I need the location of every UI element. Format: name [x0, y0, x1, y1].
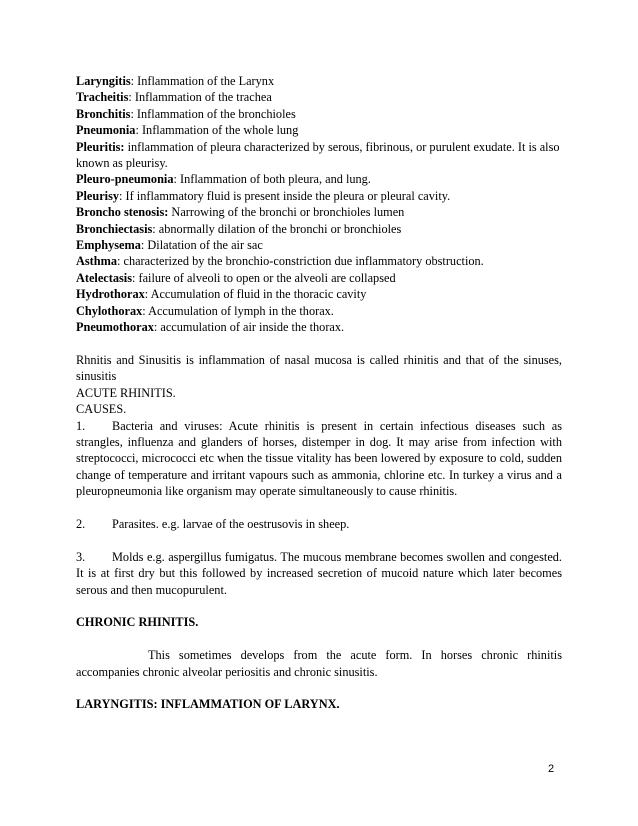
definitions-list [76, 73, 562, 336]
definition-term: Emphysema [76, 238, 141, 253]
definition-text: inflammation of pleura characterized by serous, fibrinous, or purulent exudate. It is also known as pleurisy. [76, 139, 560, 171]
definition-term: Pneumonia [76, 123, 136, 138]
definition-term: Pleurisy [76, 188, 120, 203]
definition-separator: : [132, 270, 136, 285]
chronic-rhinitis-text: This sometimes develops from the acute form. In horses chronic rhinitis accompanies chronic alveolar periositis and chronic sinusitis. [76, 648, 562, 679]
chronic-rhinitis-heading: CHRONIC RHINITIS. [76, 615, 199, 630]
definition-item [76, 204, 562, 220]
definition-term: Chylothorax [76, 303, 143, 318]
definition-text: Inflammation of the whole lung [138, 123, 299, 138]
definition-text: If inflammatory fluid is present inside the pleura or pleural cavity. [122, 188, 451, 203]
document-body [76, 73, 562, 713]
definition-term: Asthma [76, 254, 117, 269]
definition-item [76, 122, 562, 138]
definition-text: Inflammation of the Larynx [134, 74, 275, 88]
definition-separator: : [135, 123, 139, 138]
definition-term: Laryngitis [76, 74, 131, 88]
definition-separator: : [153, 320, 158, 335]
definition-text: Accumulation of lymph in the thorax. [145, 303, 334, 318]
definition-separator: : [128, 90, 132, 105]
cause-number: 3. [76, 549, 86, 564]
definition-item [76, 139, 562, 172]
definition-item [76, 221, 562, 237]
definition-text: Inflammation of both pleura, and lung. [176, 172, 371, 187]
definition-item [76, 73, 562, 89]
definition-separator: : [142, 303, 146, 318]
definition-text: Narrowing of the bronchi or bronchioles lumen [168, 205, 405, 220]
definition-separator: : [173, 172, 177, 187]
definition-text: Accumulation of fluid in the thoracic cavity [148, 287, 367, 302]
definition-text: Dilatation of the air sac [144, 238, 263, 253]
definition-text: failure of alveoli to open or the alveoli are collapsed [135, 270, 396, 285]
causes-heading: CAUSES. [76, 402, 127, 417]
definition-term: Bronchitis [76, 106, 131, 121]
definition-separator: : [130, 74, 135, 88]
cause-text: Parasites. e.g. larvae of the oestrusovis in sheep. [112, 516, 350, 531]
page-number: 2 [548, 763, 555, 775]
definition-term: Pneumothorax [76, 320, 154, 335]
definition-separator: : [144, 287, 149, 302]
laryngitis-heading: LARYNGITIS: INFLAMMATION OF LARYNX. [76, 697, 340, 712]
definition-item [76, 303, 562, 319]
definition-item [76, 286, 562, 302]
definition-term: Hydrothorax [76, 287, 145, 302]
cause-item [76, 549, 562, 598]
definition-term: Atelectasis [76, 270, 132, 285]
chronic-rhinitis-paragraph [76, 647, 562, 680]
acute-rhinitis-heading: ACUTE RHINITIS. [76, 385, 176, 400]
definition-item [76, 106, 562, 122]
cause-text: Bacteria and viruses: Acute rhinitis is present in certain infectious diseases such as strangles, influenza and glanders of horses, distemper in dog. It may arise from infection with streptococci, micrococci etc when the tissue vitality has been lowered by exposure to cold, sudden change of temperature and irritant vapours such as ammonia, chlorine etc. In turkey a virus and a pleuropneumonia like organism may operate simultaneously to cause rhinitis. [76, 418, 562, 499]
definition-item [76, 89, 562, 105]
definition-separator: : [117, 254, 121, 269]
definition-separator: : [119, 188, 123, 203]
definition-term: Pleuro-pneumonia [76, 172, 174, 187]
definition-term: Bronchiectasis [76, 221, 153, 236]
definition-separator: : [152, 221, 156, 236]
definition-item [76, 237, 562, 253]
definition-separator: : [140, 238, 145, 253]
definition-text: abnormally dilation of the bronchi or bronchioles [155, 221, 402, 236]
definition-item [76, 188, 562, 204]
definition-text: Inflammation of the trachea [131, 90, 272, 105]
definition-item [76, 270, 562, 286]
cause-item [76, 516, 562, 532]
definition-item [76, 171, 562, 187]
rhinitis-intro-paragraph: Rhnitis and Sinusitis is inflammation of nasal mucosa is called rhinitis and that of the sinuses, sinusitis [76, 352, 562, 384]
definition-item [76, 253, 562, 269]
definition-item [76, 319, 562, 335]
definition-separator: : [130, 106, 134, 121]
definition-text: characterized by the bronchio-constriction due inflammatory obstruction. [120, 254, 484, 269]
definition-term: Broncho stenosis: [76, 205, 169, 220]
cause-text: Molds e.g. aspergillus fumigatus. The mucous membrane becomes swollen and congested. It is at first dry but this followed by increased secretion of mucoid nature which later becomes serous and then mucopurulent. [76, 549, 562, 597]
cause-number: 2. [76, 516, 86, 531]
definition-text: Inflammation of the bronchioles [133, 106, 296, 121]
cause-item [76, 418, 562, 500]
definition-term: Pleuritis: [76, 139, 125, 154]
definition-text: accumulation of air inside the thorax. [157, 320, 345, 335]
definition-term: Tracheitis [76, 90, 129, 105]
cause-number: 1. [76, 418, 86, 433]
